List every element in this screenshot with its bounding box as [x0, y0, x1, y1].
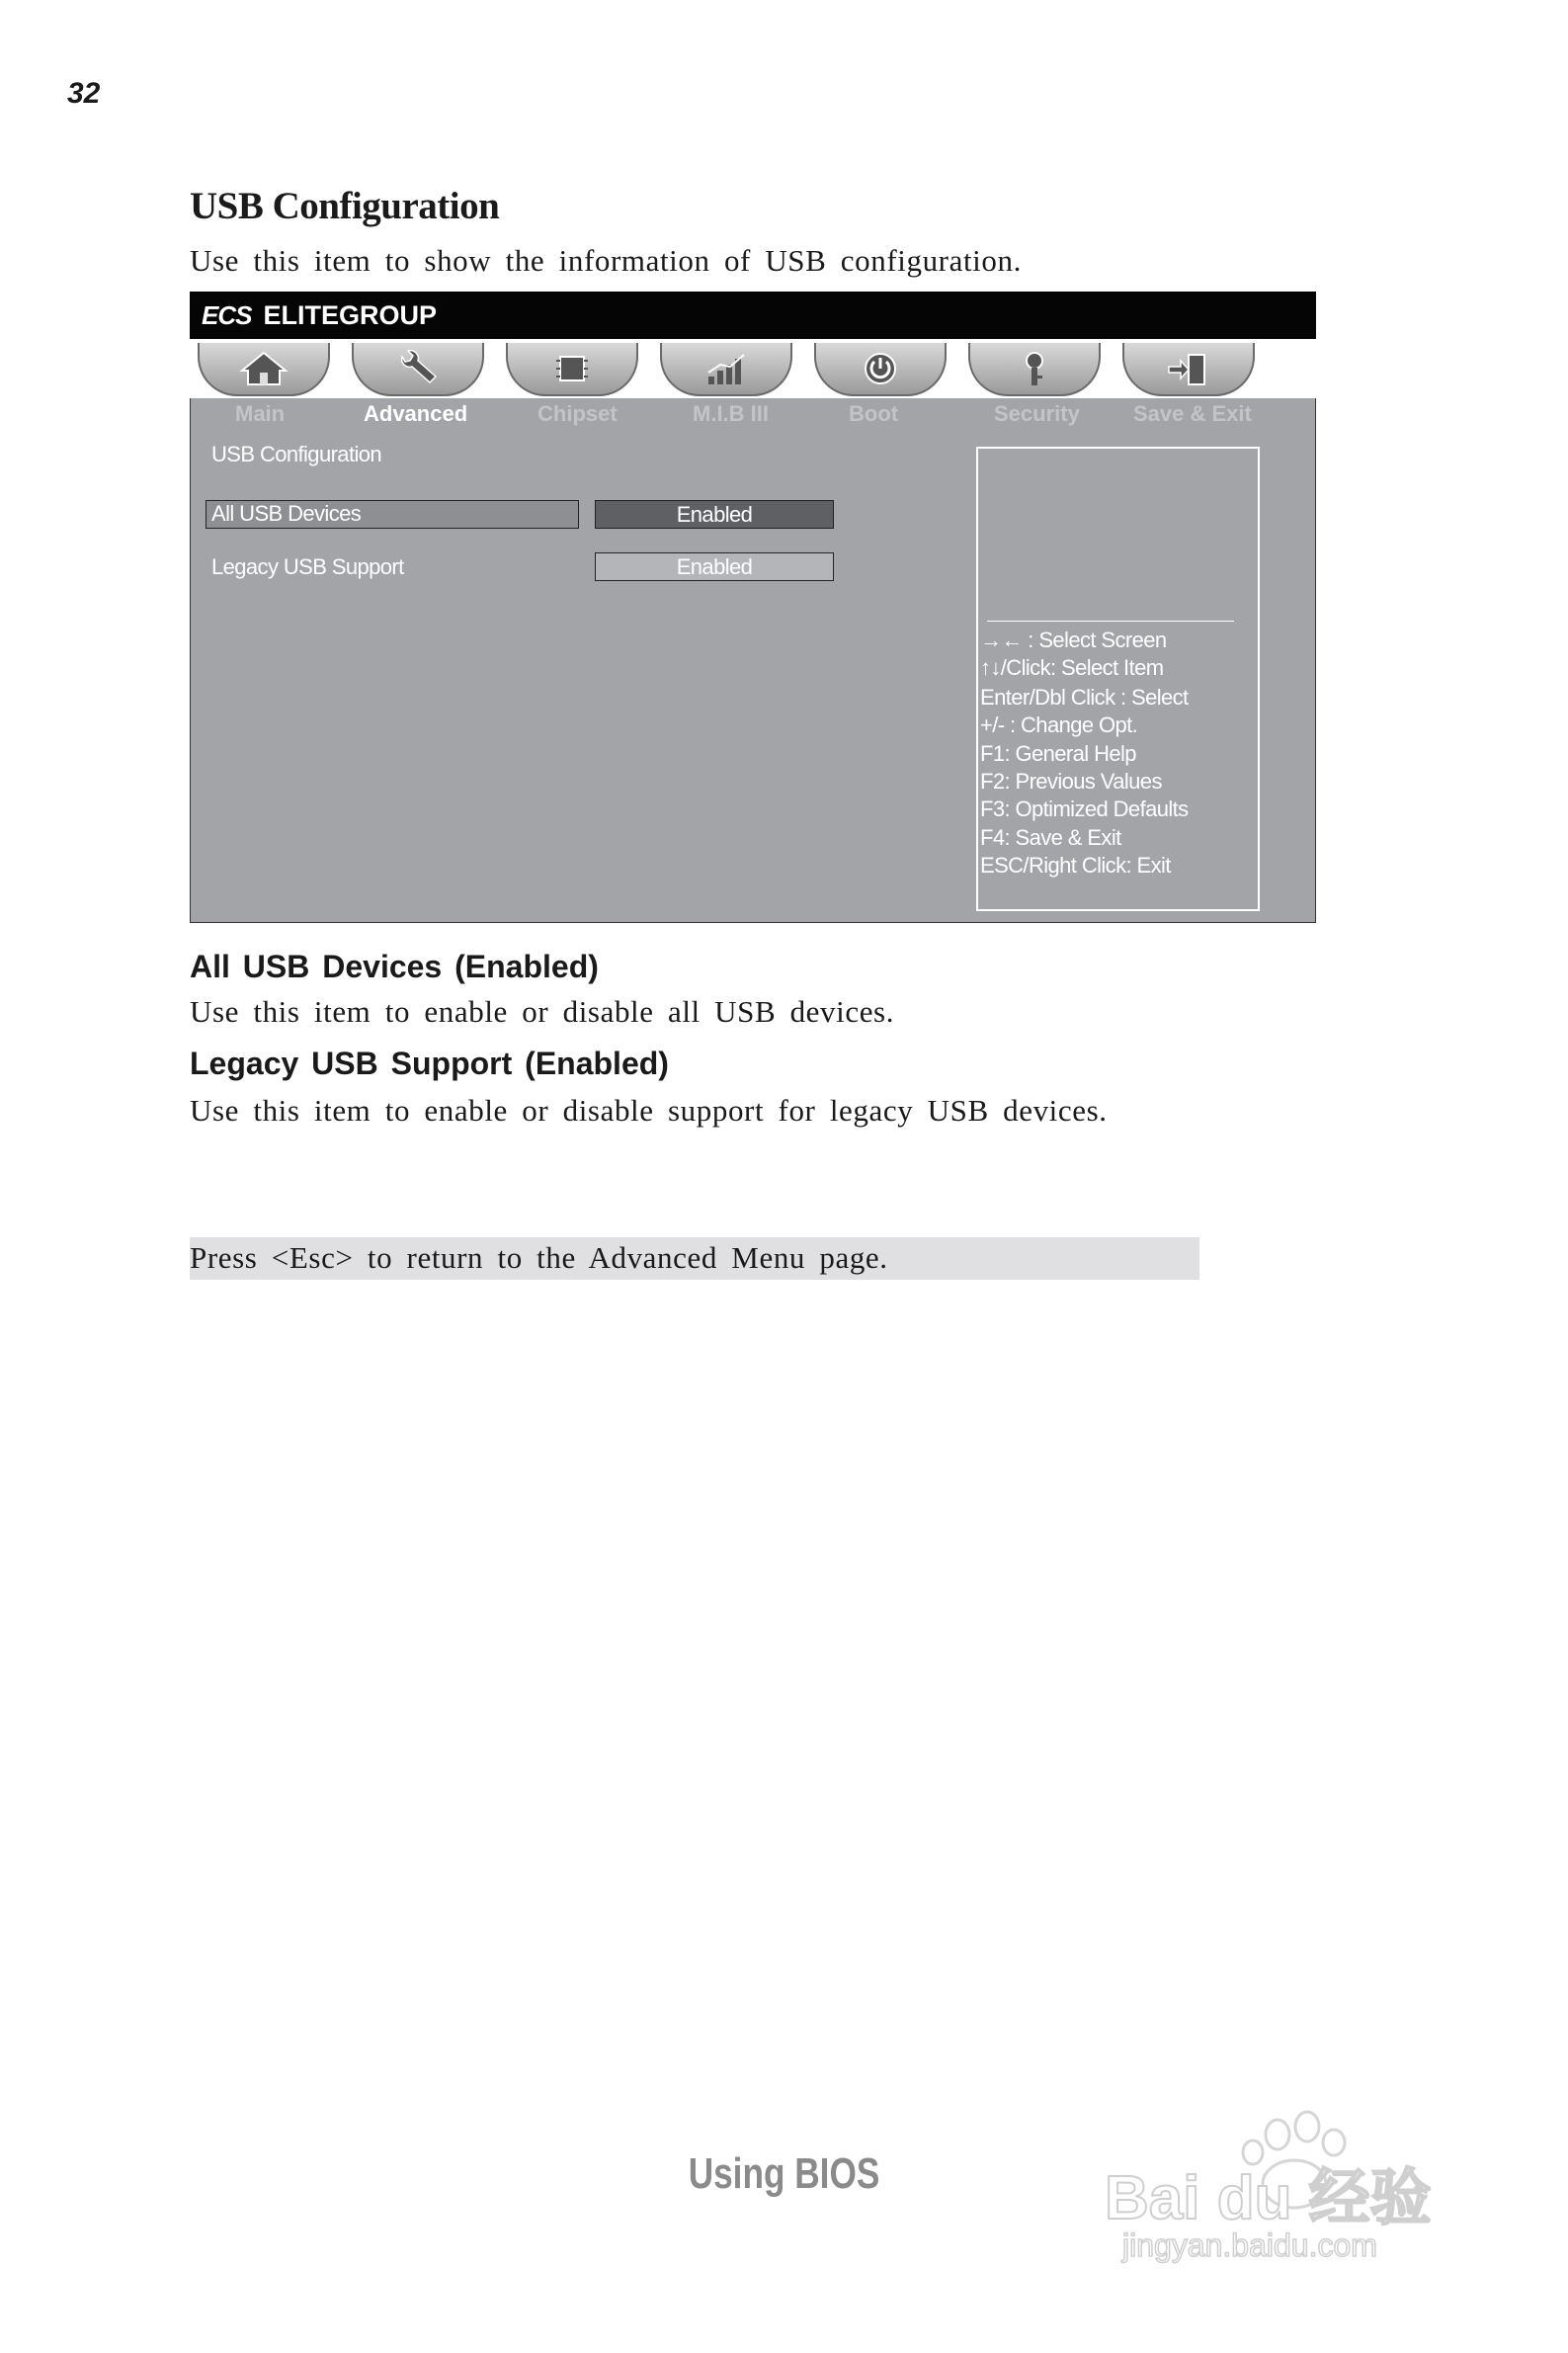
tab-boot[interactable]: Boot — [849, 401, 899, 426]
subsection-title-all-usb: All USB Devices (Enabled) — [190, 949, 599, 984]
ecs-logo: ECS — [202, 299, 252, 330]
subsection-text-legacy-usb: Use this item to enable or disable support for legacy USB devices. — [190, 1093, 1108, 1128]
tab-main-icon[interactable] — [198, 343, 330, 396]
subsection-title-legacy-usb: Legacy USB Support (Enabled) — [190, 1046, 669, 1081]
help-line: F2: Previous Values — [980, 769, 1162, 794]
chart-icon — [701, 349, 752, 388]
section-heading: USB Configuration — [190, 185, 500, 227]
tab-security[interactable]: Security — [994, 401, 1080, 426]
help-line: ESC/Right Click: Exit — [980, 853, 1171, 878]
key-icon — [1009, 349, 1060, 388]
tab-chipset[interactable]: Chipset — [537, 401, 618, 426]
value-legacy-usb-support[interactable] — [595, 552, 834, 581]
footer-title: Using BIOS — [688, 2149, 880, 2198]
help-line: Enter/Dbl Click : Select — [980, 685, 1189, 710]
chip-icon — [546, 349, 598, 388]
brand-logo — [202, 298, 437, 332]
intro-text: Use this item to show the information of USB configuration. — [190, 243, 1022, 278]
note-text: Press <Esc> to return to the Advanced Menu page. — [190, 1240, 888, 1275]
tab-security-icon[interactable] — [968, 343, 1101, 396]
tab-advanced-icon[interactable] — [352, 343, 484, 396]
value-all-usb-devices-text: Enabled — [676, 501, 753, 527]
help-separator — [987, 621, 1234, 622]
exit-icon — [1163, 349, 1214, 388]
tab-boot-icon[interactable] — [814, 343, 947, 396]
note-bar — [190, 1237, 1199, 1280]
item-all-usb-devices[interactable]: All USB Devices — [211, 501, 362, 526]
help-line: +/- : Change Opt. — [980, 713, 1138, 737]
power-icon — [855, 349, 906, 388]
help-line: ↑↓/Click: Select Item — [980, 655, 1164, 680]
bios-screenshot — [190, 292, 1316, 924]
tab-advanced[interactable]: Advanced — [364, 401, 468, 426]
wrench-icon — [392, 349, 444, 388]
help-line: F3: Optimized Defaults — [980, 797, 1189, 821]
tab-mib-icon[interactable] — [660, 343, 792, 396]
baidu-watermark — [1105, 2105, 1470, 2273]
brand-name: ELITEGROUP — [263, 299, 437, 330]
watermark-url: jingyan.baidu.com — [1122, 2227, 1377, 2263]
page-number: 32 — [67, 77, 101, 110]
value-legacy-usb-support-text: Enabled — [676, 553, 753, 579]
tab-main[interactable]: Main — [235, 401, 286, 426]
tab-save-exit[interactable]: Save & Exit — [1133, 401, 1252, 426]
subsection-text-all-usb: Use this item to enable or disable all USB devices. — [190, 994, 895, 1029]
help-line: F4: Save & Exit — [980, 825, 1121, 850]
watermark-brand: Bai du 经验 — [1105, 2164, 1432, 2232]
help-line: F1: General Help — [980, 741, 1136, 766]
item-legacy-usb-support[interactable]: Legacy USB Support — [211, 554, 404, 579]
home-icon — [238, 349, 289, 388]
tab-chipset-icon[interactable] — [506, 343, 638, 396]
value-all-usb-devices[interactable] — [595, 500, 834, 529]
tab-save-exit-icon[interactable] — [1122, 343, 1255, 396]
help-line: →← : Select Screen — [980, 628, 1167, 652]
bios-section-title: USB Configuration — [211, 442, 382, 466]
tab-mib[interactable]: M.I.B III — [693, 401, 769, 426]
bios-titlebar — [190, 292, 1316, 339]
